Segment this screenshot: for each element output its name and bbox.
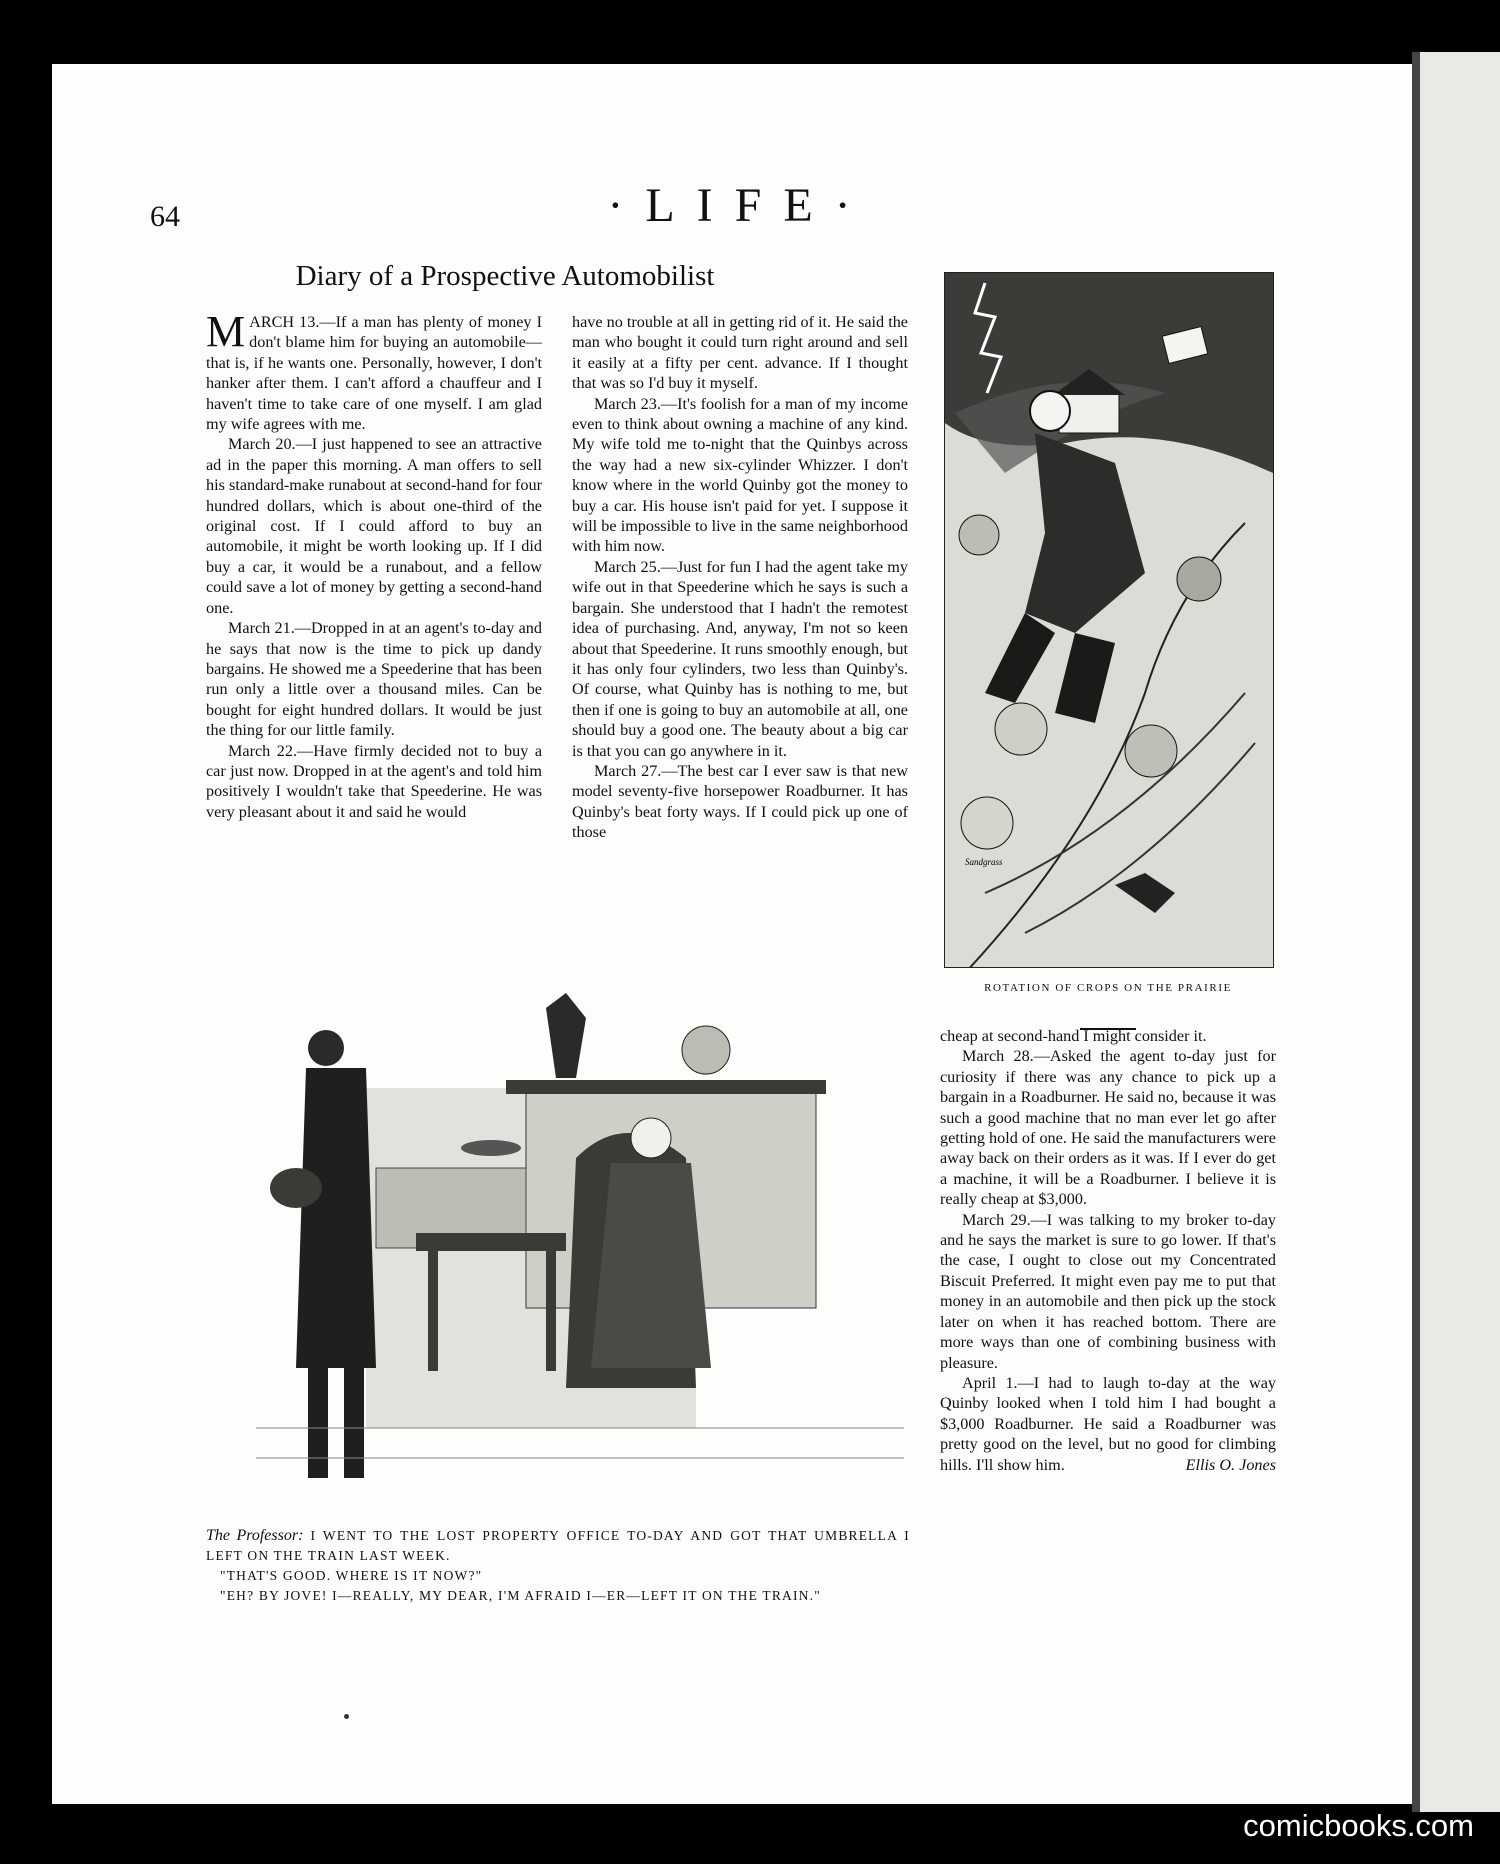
caption-line: "THAT'S GOOD. WHERE IS IT NOW?" xyxy=(220,1568,483,1583)
wife-dress xyxy=(591,1163,711,1368)
article-title: Diary of a Prospective Automobilist xyxy=(295,260,715,292)
pumpkin xyxy=(961,797,1013,849)
paragraph xyxy=(940,1373,1276,1475)
illustrator-signature: Sandgrass xyxy=(965,857,1003,867)
paragraph: March 27.—The best car I ever saw is that new model seventy-five horsepower Roadburner. It has Quinby's beat forty ways. If I could pick up one of those xyxy=(572,761,908,842)
text-column-2 xyxy=(572,312,908,843)
paragraph-text: April 1.—I had to laugh to-day at the way Quinby looked when I told him I had bought a $3,000 Roadburner. He said a Roadburner was pretty good on the level, but no good for climbing hills. I'll show him. xyxy=(940,1373,1276,1474)
author-signature: Ellis O. Jones xyxy=(1185,1455,1276,1474)
globe xyxy=(682,1026,730,1074)
crops-caption: ROTATION OF CROPS ON THE PRAIRIE xyxy=(984,982,1232,994)
caption-speaker: The Professor: xyxy=(206,1527,304,1544)
caption-line xyxy=(206,1526,910,1566)
page-spine xyxy=(1412,52,1420,1812)
crops-illustration xyxy=(944,272,1274,968)
professor-caption xyxy=(206,1526,910,1606)
text-column-3 xyxy=(940,1026,1276,1475)
paragraph: March 23.—It's foolish for a man of my income even to think about owning a machine of any kind. My wife told me to-night that the Quinbys across the way had a new six-cylinder Whizzer. I don't know where in the world Quinby got the money to buy a car. His house isn't paid for yet. I suppose it will be impossible to live in the same neighborhood with him now. xyxy=(572,394,908,556)
paragraph: March 22.—Have firmly decided not to buy a car just now. Dropped in at the agent's and told him positively I wouldn't take that Speederine. He was very pleasant about it and said he would xyxy=(206,741,542,821)
wife-head xyxy=(631,1118,671,1158)
professor-head xyxy=(308,1030,344,1066)
paragraph: have no trouble at all in getting rid of it. He said the man who bought it could turn right around and sell it easily at a fifty per cent. advance. If I thought that was so I'd buy it myself. xyxy=(572,313,908,393)
paragraph: March 21.—Dropped in at an agent's to-day and he says that now is the time to pick up dandy bargains. He showed me a Speederine that has been run only a little over a thousand miles. Can be bought for eight hundred dollars. It would be just the thing for our little family. xyxy=(206,619,542,740)
watermark: comicbooks.com xyxy=(1243,1808,1474,1843)
flower xyxy=(1177,557,1221,601)
adjacent-page-edge xyxy=(1420,52,1500,1812)
masthead: ·LIFE· xyxy=(607,179,873,232)
professor-illustration xyxy=(256,988,904,1496)
page-number: 64 xyxy=(150,200,180,233)
caption-line: "EH? BY JOVE! I—REALLY, MY DEAR, I'M AFRAID I—ER—LEFT IT ON THE TRAIN." xyxy=(220,1588,821,1603)
paragraph: March 29.—I was talking to my broker to-day and he says the market is sure to go lower. If that's the case, I ought to close out my Concentrated Biscuit Preferred. It might even pay me to put that money in an automobile and then pick up the stock later on when it has reached bottom. There are more ways than one of combining business with pleasure. xyxy=(940,1210,1276,1372)
crops-illustration-drawing xyxy=(945,273,1273,967)
text-column-1 xyxy=(206,307,542,822)
professor-illustration-drawing xyxy=(256,988,904,1496)
paragraph: March 28.—Asked the agent to-day just for curiosity if there was any chance to pick up a bargain in a Roadburner. He said no, because it was such a good machine that no man ever let go after getting hold of one. He said the manufacturers were away back on their orders as it was. If I ever do get a machine, it will be a Roadburner. I believe it is really cheap at $3,000. xyxy=(940,1047,1276,1209)
statuette xyxy=(546,993,586,1078)
drop-cap: M xyxy=(206,307,246,356)
paragraph: March 20.—I just happened to see an attractive ad in the paper this morning. A man offers to sell his standard-make runabout at second-hand for four hundred dollars, which is about one-third of the original cost. If I could afford to buy an automobile, it might be worth looking up. If I did buy a car, it would be a runabout, and a fellow could save a lot of money by getting a second-hand one. xyxy=(206,435,542,617)
pumpkin xyxy=(1125,725,1177,777)
paragraph xyxy=(206,307,542,434)
professor-coat xyxy=(296,1068,376,1368)
lamp xyxy=(461,1140,521,1156)
print-speck xyxy=(344,1714,349,1719)
side-table xyxy=(416,1233,566,1251)
pumpkin xyxy=(995,703,1047,755)
paragraph: cheap at second-hand I might consider it. xyxy=(940,1027,1207,1045)
caption-text: I WENT TO THE LOST PROPERTY OFFICE TO-DAY AND GOT THAT UMBRELLA I LEFT ON THE TRAIN LAST WEEK. xyxy=(206,1528,910,1563)
paragraph-text: ARCH 13.—If a man has plenty of money I don't blame him for buying an automobile—that is, if he wants one. Personally, however, I don't hanker after them. I can't afford a chauffeur and I haven't time to take care of one myself. I am glad my wife agrees with me. xyxy=(206,313,542,434)
paragraph: March 25.—Just for fun I had the agent take my wife out in that Speederine which he says is such a bargain. She understood that I hadn't the remotest idea of purchasing. And, anyway, I'm not so keen about that Speederine. It runs smoothly enough, but it has only four cylinders, two less than Quinby's. Of course, what Quinby has is nothing to me, but then if one is going to buy an automobile at all, one should buy a good one. The beauty about a big car is that you can go anywhere in it. xyxy=(572,557,908,760)
hat xyxy=(270,1168,322,1208)
pumpkin xyxy=(959,515,999,555)
farmer-head xyxy=(1030,391,1070,431)
